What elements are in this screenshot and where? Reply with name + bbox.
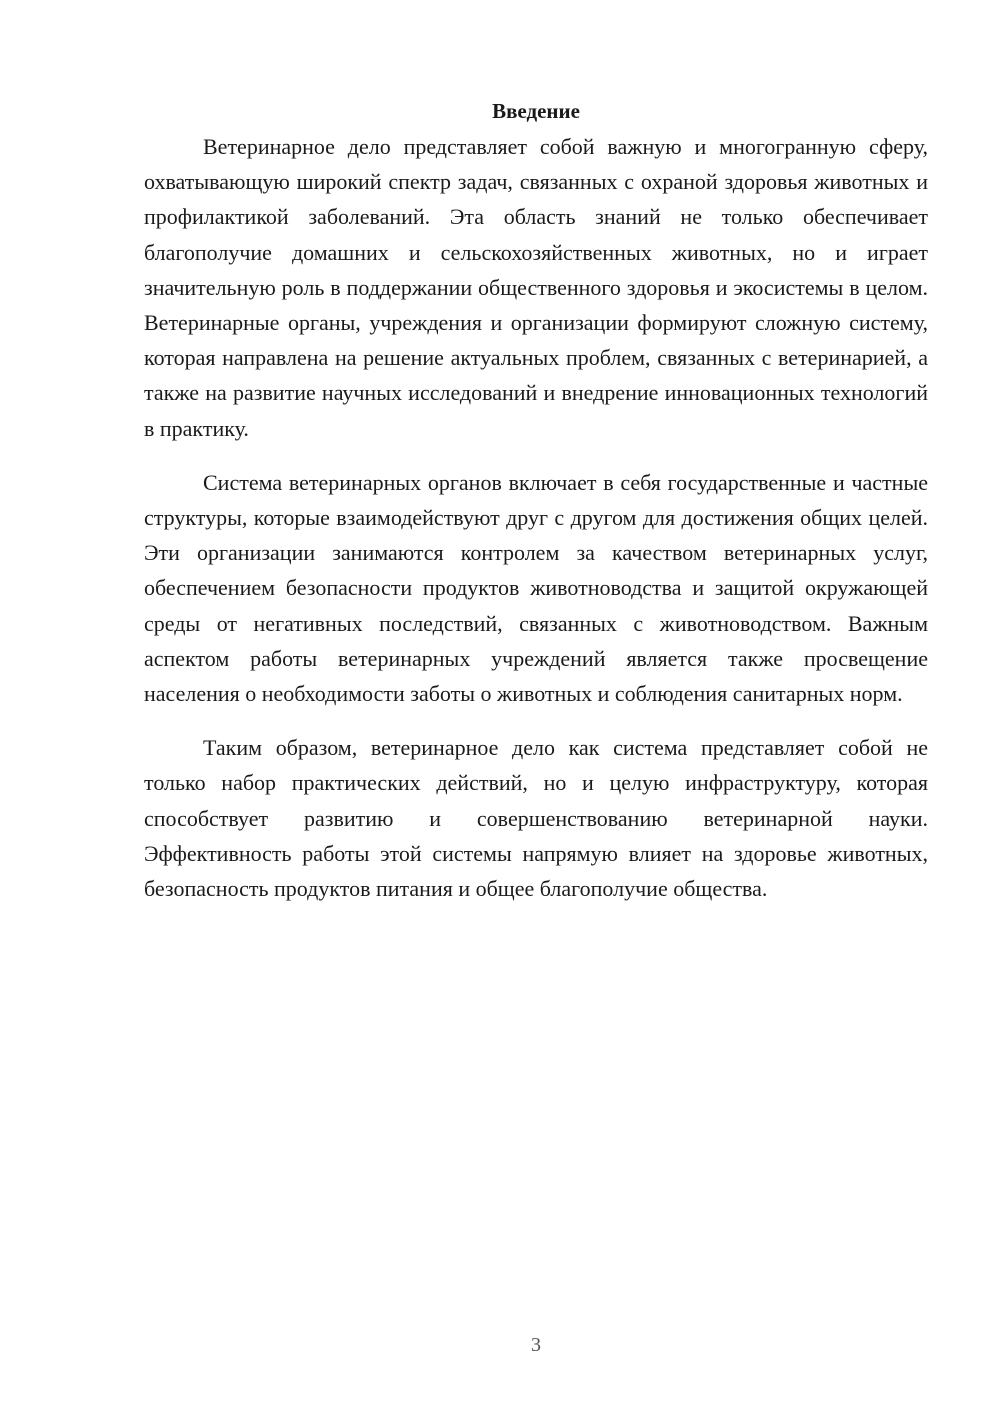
paragraph-1: Ветеринарное дело представляет собой важную и многогранную сферу, охватывающую широкий спектр задач, связанных с охраной здоровья животных и профилактикой заболеваний. Эта область знаний не только обеспечивает благополучие домашних и сельскохозяйственных животных, но и играет значительную роль в поддержании общественного здоровья и экосистемы в целом. Ветеринарные органы, учреждения и организации формируют сложную систему, которая направлена на решение актуальных проблем, связанных с ветеринарией, а также на развитие научных исследований и внедрение инновационных технологий в практику.	[144, 134, 928, 441]
page-content	[144, 94, 928, 925]
section-title: Введение	[492, 99, 580, 123]
page-number: 3	[531, 1334, 541, 1356]
paragraph-3: Таким образом, ветеринарное дело как система представляет собой не только набор практических действий, но и целую инфраструктуру, которая способствует развитию и совершенствованию ветеринарной науки. Эффективность работы этой системы напрямую влияет на здоровье животных, безопасность продуктов питания и общее благополучие общества.	[144, 735, 928, 902]
paragraph-2: Система ветеринарных органов включает в себя государственные и частные структуры, которые взаимодействуют друг с другом для достижения общих целей. Эти организации занимаются контролем за качеством ветеринарных услуг, обеспечением безопасности продуктов животноводства и защитой окружающей среды от негативных последствий, связанных с животноводством. Важным аспектом работы ветеринарных учреждений является также просвещение населения о необходимости заботы о животных и соблюдения санитарных норм.	[144, 469, 928, 707]
